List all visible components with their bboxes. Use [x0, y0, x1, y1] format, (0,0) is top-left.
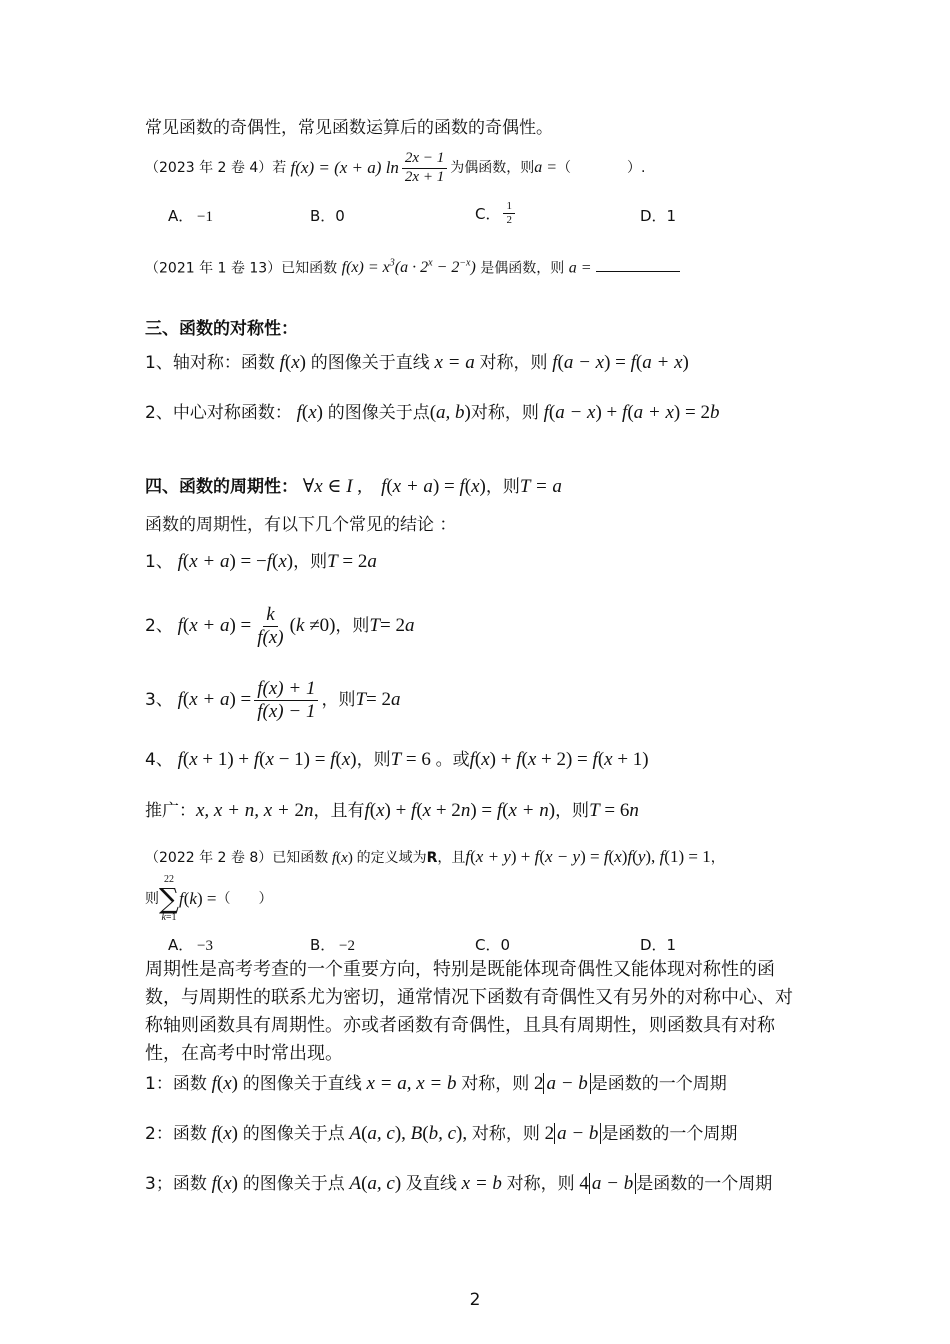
- page-number: 2: [469, 1290, 481, 1310]
- section-3-title: 三、函数的对称性：: [145, 319, 298, 339]
- question-2023: （2023 年 2 卷 4）若 f(x) = (x + a) ln $\frac{2x - 1}{2x + 1}$ 为偶函数，则 a = （ ）.: [145, 150, 646, 185]
- formula-fx: f(x) = (x + a) ln: [286, 158, 399, 177]
- answer-blank[interactable]: [596, 257, 680, 272]
- option-d-2022: D．1: [640, 936, 677, 954]
- conclusion-3: 3、 f ( x + a ) = $\frac{f(x) + 1}{f(x) - 1}$ ，则 T = 2 a: [145, 677, 401, 722]
- option-b-2023: B．0: [310, 207, 345, 225]
- question-2021: （2021 年 1 卷 13）已知函数 $f(x) = x^3(a \cdot 2^x - 2^{-x})$ 是偶函数，则 a =: [145, 253, 680, 279]
- question-2022-sum: 则 22 ∑ k=1 f ( k ) = （ ）: [145, 874, 273, 923]
- symmetry-axis-line: 1、轴对称：函数 f(x) 的图像关于直线 x = a 对称，则 f(a − x) = f(a + x): [145, 352, 689, 373]
- question-2023-source: （2023 年 2 卷 4）若: [145, 160, 287, 176]
- rule-3: 3；函数 f(x) 的图像关于点 A(a, c) 及直线 x = b 对称，则 4 a − b 是函数的一个周期: [145, 1173, 773, 1194]
- intro-text: 常见函数的奇偶性，常见函数运算后的函数的奇偶性。: [145, 118, 553, 138]
- section-4-title: 四、函数的周期性： ∀x ∈ I , f(x + a) = f(x)，则T = a: [145, 476, 562, 497]
- option-c-2023: C． $\frac{1}{2}$: [475, 200, 518, 226]
- option-a-2022: A． −3: [168, 936, 213, 954]
- conclusion-1: 1、 f(x + a) = −f(x)，则T = 2a: [145, 551, 377, 572]
- periodicity-intro: 函数的周期性，有以下几个常见的结论 ：: [145, 515, 457, 535]
- question-2023-mid: 为偶函数，则: [450, 160, 535, 176]
- conclusion-2: 2、 f ( x + a ) = $\frac{k}{f(x)}$ ( k ≠ 0) ，则 T = 2 a: [145, 603, 415, 648]
- conclusion-4: 4、 f(x + 1) + f(x − 1) = f(x)，则T = 6 。或f(x) + f(x + 2) = f(x + 1): [145, 749, 649, 770]
- question-2022: （2022 年 2 卷 8）已知函数 f(x) 的定义域为R，且f(x + y) + f(x − y) = f(x)f(y), f(1) = 1，: [145, 847, 725, 866]
- periodicity-paragraph: 周期性是高考考查的一个重要方向，特别是既能体现奇偶性又能体现对称性的函数，与周期性的联系尤为密切，通常情况下函数有奇偶性又有另外的对称中心、对称轴则函数具有周期性。亦或者函数有奇偶性，且具有周期性，则函数具有对称性，在高考中时常出现。: [145, 959, 793, 1064]
- summation-symbol: 22 ∑ k=1: [159, 874, 179, 923]
- option-b-2022: B． −2: [310, 936, 356, 954]
- generalization: 推广：x, x + n, x + 2n，且有f(x) + f(x + 2n) = f(x + n)，则T = 6n: [145, 800, 639, 821]
- rule-1: 1：函数 f(x) 的图像关于直线 x = a, x = b 对称，则 2 a − b 是函数的一个周期: [145, 1073, 727, 1094]
- rule-2: 2：函数 f(x) 的图像关于点 A(a, c), B(b, c), 对称，则 2 a − b 是函数的一个周期: [145, 1123, 738, 1144]
- question-2023-tail: （ ）.: [557, 160, 646, 176]
- symmetry-center-line: 2、中心对称函数： f(x) 的图像关于点(a, b)对称，则 f(a − x) + f(a + x) = 2b: [145, 402, 720, 423]
- formula-fraction: $\frac{2x - 1}{2x + 1}$: [402, 150, 447, 186]
- option-d-2023: D．1: [640, 207, 677, 225]
- option-a-2023: A． −1: [168, 207, 213, 225]
- option-c-2022: C．0: [475, 936, 511, 954]
